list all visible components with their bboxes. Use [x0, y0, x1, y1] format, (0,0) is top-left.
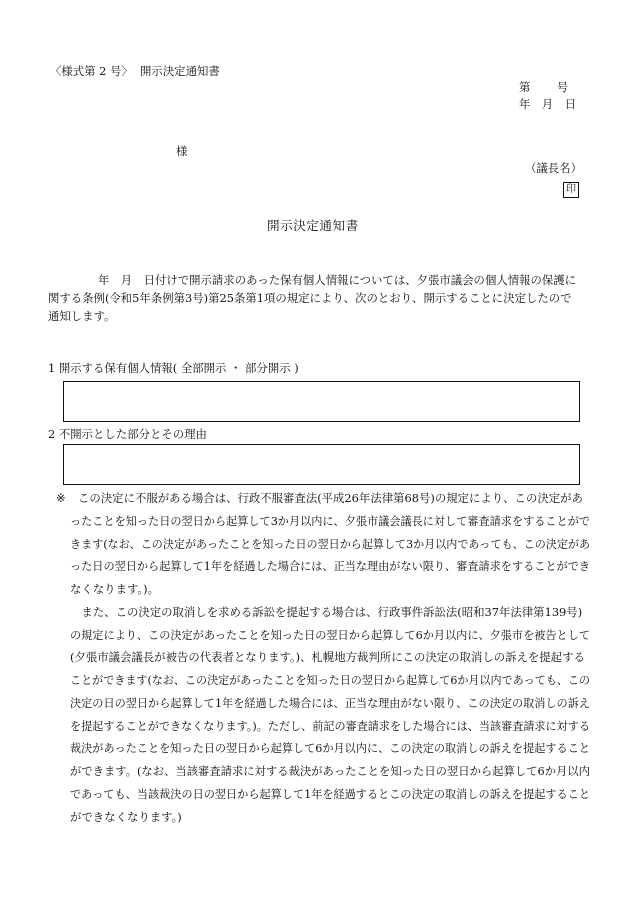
note-line-4: った日の翌日から起算して1年を経過した場合には、正当な理由がない限り、審査請求をすることができ: [70, 559, 591, 573]
section2-label: 2 不開示とした部分とその理由: [48, 427, 207, 441]
section2-box: [63, 444, 580, 485]
note-line-12: 裁決があったことを知った日の翌日から起算して6か月以内に、この決定の取消しの訴えを提起すること: [70, 741, 591, 755]
intro-line-2: 関する条例(令和5年条例第3号)第25条第1項の規定により、次のとおり、開示することに決定したので: [48, 291, 572, 305]
note-line-10: 決定の日の翌日から起算して1年を経過した場合には、正当な理由がない限り、この決定の取消しの訴え: [70, 696, 591, 710]
note-line-5: なくなります。)。: [70, 582, 159, 596]
sender-name: （議長名）: [525, 161, 582, 175]
addressee-sama: 様: [176, 144, 188, 158]
note-line-2: ったことを知った日の翌日から起算して3か月以内に、夕張市議会議長に対して審査請求をすることがで: [70, 514, 591, 528]
seal-mark: 印: [563, 182, 579, 198]
intro-line-1: 年 月 日付けで開示請求のあった保有個人情報については、夕張市議会の個人情報の保護に: [98, 273, 577, 287]
form-number: 〈様式第 2 号〉: [50, 64, 133, 78]
note-line-15: ができなくなります。): [70, 810, 182, 824]
document-title: 開示決定通知書: [267, 218, 359, 233]
note-line-14: であっても、当該裁決の日の翌日から起算して1年を経過するとこの決定の取消しの訴えを提起すること: [70, 787, 591, 801]
section1-box: [63, 381, 580, 422]
note-line-11: を提起することができなくなります。)。ただし、前記の審査請求をした場合には、当該審査請求に対する: [70, 719, 590, 733]
date-line: 年 月 日: [519, 97, 576, 111]
form-name: 開示決定通知書: [140, 64, 220, 78]
note-line-7: の規定により、この決定があったことを知った日の翌日から起算して6か月以内に、夕張市を被告として: [70, 628, 591, 642]
note-line-1: この決定に不服がある場合は、行政不服審査法(平成26年法律第68号)の規定により、この決定があ: [78, 491, 583, 505]
note-line-6: また、この決定の取消しを求める訴訟を提起する場合は、行政事件訴訟法(昭和37年法律第139号): [70, 605, 583, 619]
note-line-3: きます(なお、この決定があったことを知った日の翌日から起算して3か月以内であっても、この決定があ: [70, 537, 591, 551]
intro-line-3: 通知します。: [48, 309, 116, 323]
section1-label: 1 開示する保有個人情報( 全部開示 ・ 部分開示 ): [48, 361, 299, 375]
note-mark: ※: [56, 491, 66, 505]
note-line-13: ができます。(なお、当該審査請求に対する裁決があったことを知った日の翌日から起算して6か月以内: [70, 764, 591, 778]
note-line-8: (夕張市議会議長が被告の代表者となります。)、札幌地方裁判所にこの決定の取消しの訴えを提起する: [70, 650, 585, 664]
note-line-9: ことができます(なお、この決定があったことを知った日の翌日から起算して6か月以内であっても、この: [70, 673, 591, 687]
document-number-line: 第 号: [519, 80, 569, 94]
